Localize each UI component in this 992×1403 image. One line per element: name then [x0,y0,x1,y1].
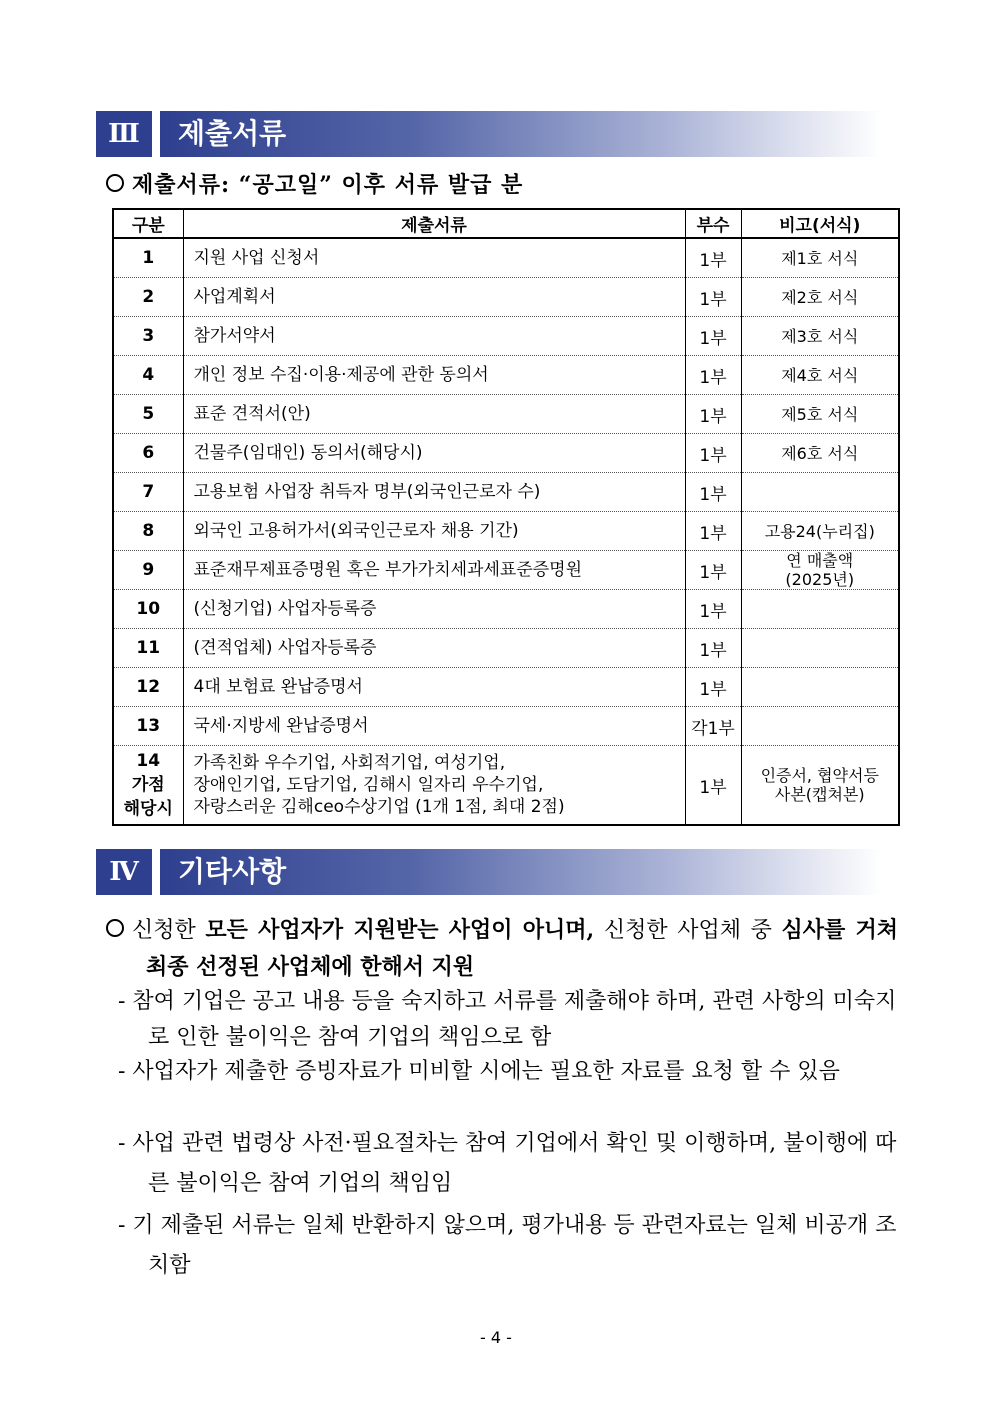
list-item: - 참여 기업은 공고 내용 등을 숙지하고 서류를 제출해야 하며, 관련 사항의 미숙지로 인한 불이익은 참여 기업의 책임으로 함 [118,989,897,1050]
row-number: 2 [113,278,183,317]
row-number: 3 [113,317,183,356]
list-item: - 사업 관련 법령상 사전·필요절차는 참여 기업에서 확인 및 이행하며, 불이행에 따른 불이익은 참여 기업의 책임임 [118,1131,897,1196]
row-count: 1부 [685,317,741,356]
row-count: 1부 [685,395,741,434]
row-number: 9 [113,551,183,590]
section-title: 기타사항 [178,855,287,888]
row-count: 1부 [685,434,741,473]
table-row [113,707,899,746]
row-count: 1부 [685,278,741,317]
row-number: 11 [113,629,183,668]
row-number-line: 가점 [131,775,165,795]
row-note: 제5호 서식 [741,395,899,434]
section-number: Ⅲ [96,111,152,157]
row-document-line: 장애인기업, 도담기업, 김해시 일자리 우수기업, [193,775,544,795]
row-note: 제1호 서식 [741,238,899,278]
row-note [741,629,899,668]
header-count: 부수 [685,209,741,238]
row-document-line: 자랑스러운 김해ceo수상기업 (1개 1점, 최대 2점) [193,797,565,817]
row-count: 1부 [685,590,741,629]
row-document: 사업계획서 [183,278,685,317]
row-document: 외국인 고용허가서(외국인근로자 채용 기간) [183,512,685,551]
row-number: 13 [113,707,183,746]
table-row [113,473,899,512]
row-count: 1부 [685,746,741,826]
section-header-3 [96,111,882,157]
row-count: 1부 [685,668,741,707]
row-count: 1부 [685,356,741,395]
row-number: 4 [113,356,183,395]
row-count: 1부 [685,629,741,668]
row-document: 표준재무제표증명원 혹은 부가가치세과세표준증명원 [183,551,685,590]
row-note [741,668,899,707]
row-count: 1부 [685,551,741,590]
notice-bold: 심사를 거쳐 최종 선정된 사업체에 한해서 지원 [146,917,898,980]
subtitle [106,168,523,199]
row-count: 1부 [685,473,741,512]
section-header-4 [96,849,882,895]
row-number: 5 [113,395,183,434]
row-document: 지원 사업 신청서 [183,238,685,278]
page-number: - 4 - [480,1328,512,1347]
list-item: - 기 제출된 서류는 일체 반환하지 않으며, 평가내용 등 관련자료는 일체 비공개 조치함 [118,1213,897,1278]
notice-paragraph [106,912,898,986]
table-row [113,356,899,395]
row-document: 국세·지방세 완납증명서 [183,707,685,746]
row-document: 표준 견적서(안) [183,395,685,434]
subtitle-prefix: 제출서류: [132,172,239,198]
row-count: 1부 [685,238,741,278]
row-number [113,746,183,826]
table-row [113,512,899,551]
row-number-line: 해당시 [123,799,173,819]
table-header-row [113,209,899,238]
row-note: 제6호 서식 [741,434,899,473]
row-note-line: 인증서, 협약서등 [760,766,879,785]
row-note: 제3호 서식 [741,317,899,356]
row-note [741,707,899,746]
row-note [741,473,899,512]
row-document: (견적업체) 사업자등록증 [183,629,685,668]
subtitle-quote: “공고일” [238,172,333,198]
row-document: 개인 정보 수집·이용·제공에 관한 동의서 [183,356,685,395]
row-document [183,746,685,826]
header-note: 비고(서식) [741,209,899,238]
table-row [113,629,899,668]
row-number: 7 [113,473,183,512]
row-number: 1 [113,238,183,278]
header-category: 구분 [113,209,183,238]
row-number: 8 [113,512,183,551]
table-row [113,590,899,629]
table-row [113,395,899,434]
row-note: 제2호 서식 [741,278,899,317]
header-document: 제출서류 [183,209,685,238]
row-note: 고용24(누리집) [741,512,899,551]
row-note [741,746,899,826]
notice-bold: 모든 사업자가 지원받는 사업이 아니며, [205,917,595,943]
table-row [113,278,899,317]
list-item: - 사업자가 제출한 증빙자료가 미비할 시에는 필요한 자료를 요청 할 수 있음 [118,1059,840,1084]
row-number-line: 14 [136,751,161,771]
table-row [113,551,899,590]
table-row [113,746,899,826]
section-title-bar [160,849,882,895]
table-row [113,317,899,356]
circle-bullet-icon [106,919,124,937]
row-document: 4대 보험료 완납증명서 [183,668,685,707]
section-title: 제출서류 [178,117,287,150]
row-document: 참가서약서 [183,317,685,356]
row-note [741,590,899,629]
row-document: 고용보험 사업장 취득자 명부(외국인근로자 수) [183,473,685,512]
row-number: 6 [113,434,183,473]
section-title-bar [160,111,882,157]
row-note: 제4호 서식 [741,356,899,395]
row-number: 12 [113,668,183,707]
circle-bullet-icon [106,174,124,192]
subtitle-suffix: 이후 서류 발급 분 [332,172,524,198]
notice-text: 신청한 사업체 중 [594,918,782,943]
section-number: Ⅳ [96,849,152,895]
row-number: 10 [113,590,183,629]
table-row [113,238,899,278]
row-count: 각1부 [685,707,741,746]
row-document-line: 가족친화 우수기업, 사회적기업, 여성기업, [193,753,506,773]
notice-text: 신청한 [132,918,206,943]
row-note: 연 매출액 (2025년) [741,551,899,590]
row-document: (신청기업) 사업자등록증 [183,590,685,629]
row-note-line: 사본(캡쳐본) [774,785,865,804]
table-row [113,668,899,707]
table-row [113,434,899,473]
row-count: 1부 [685,512,741,551]
row-document: 건물주(임대인) 동의서(해당시) [183,434,685,473]
documents-table [112,208,900,826]
